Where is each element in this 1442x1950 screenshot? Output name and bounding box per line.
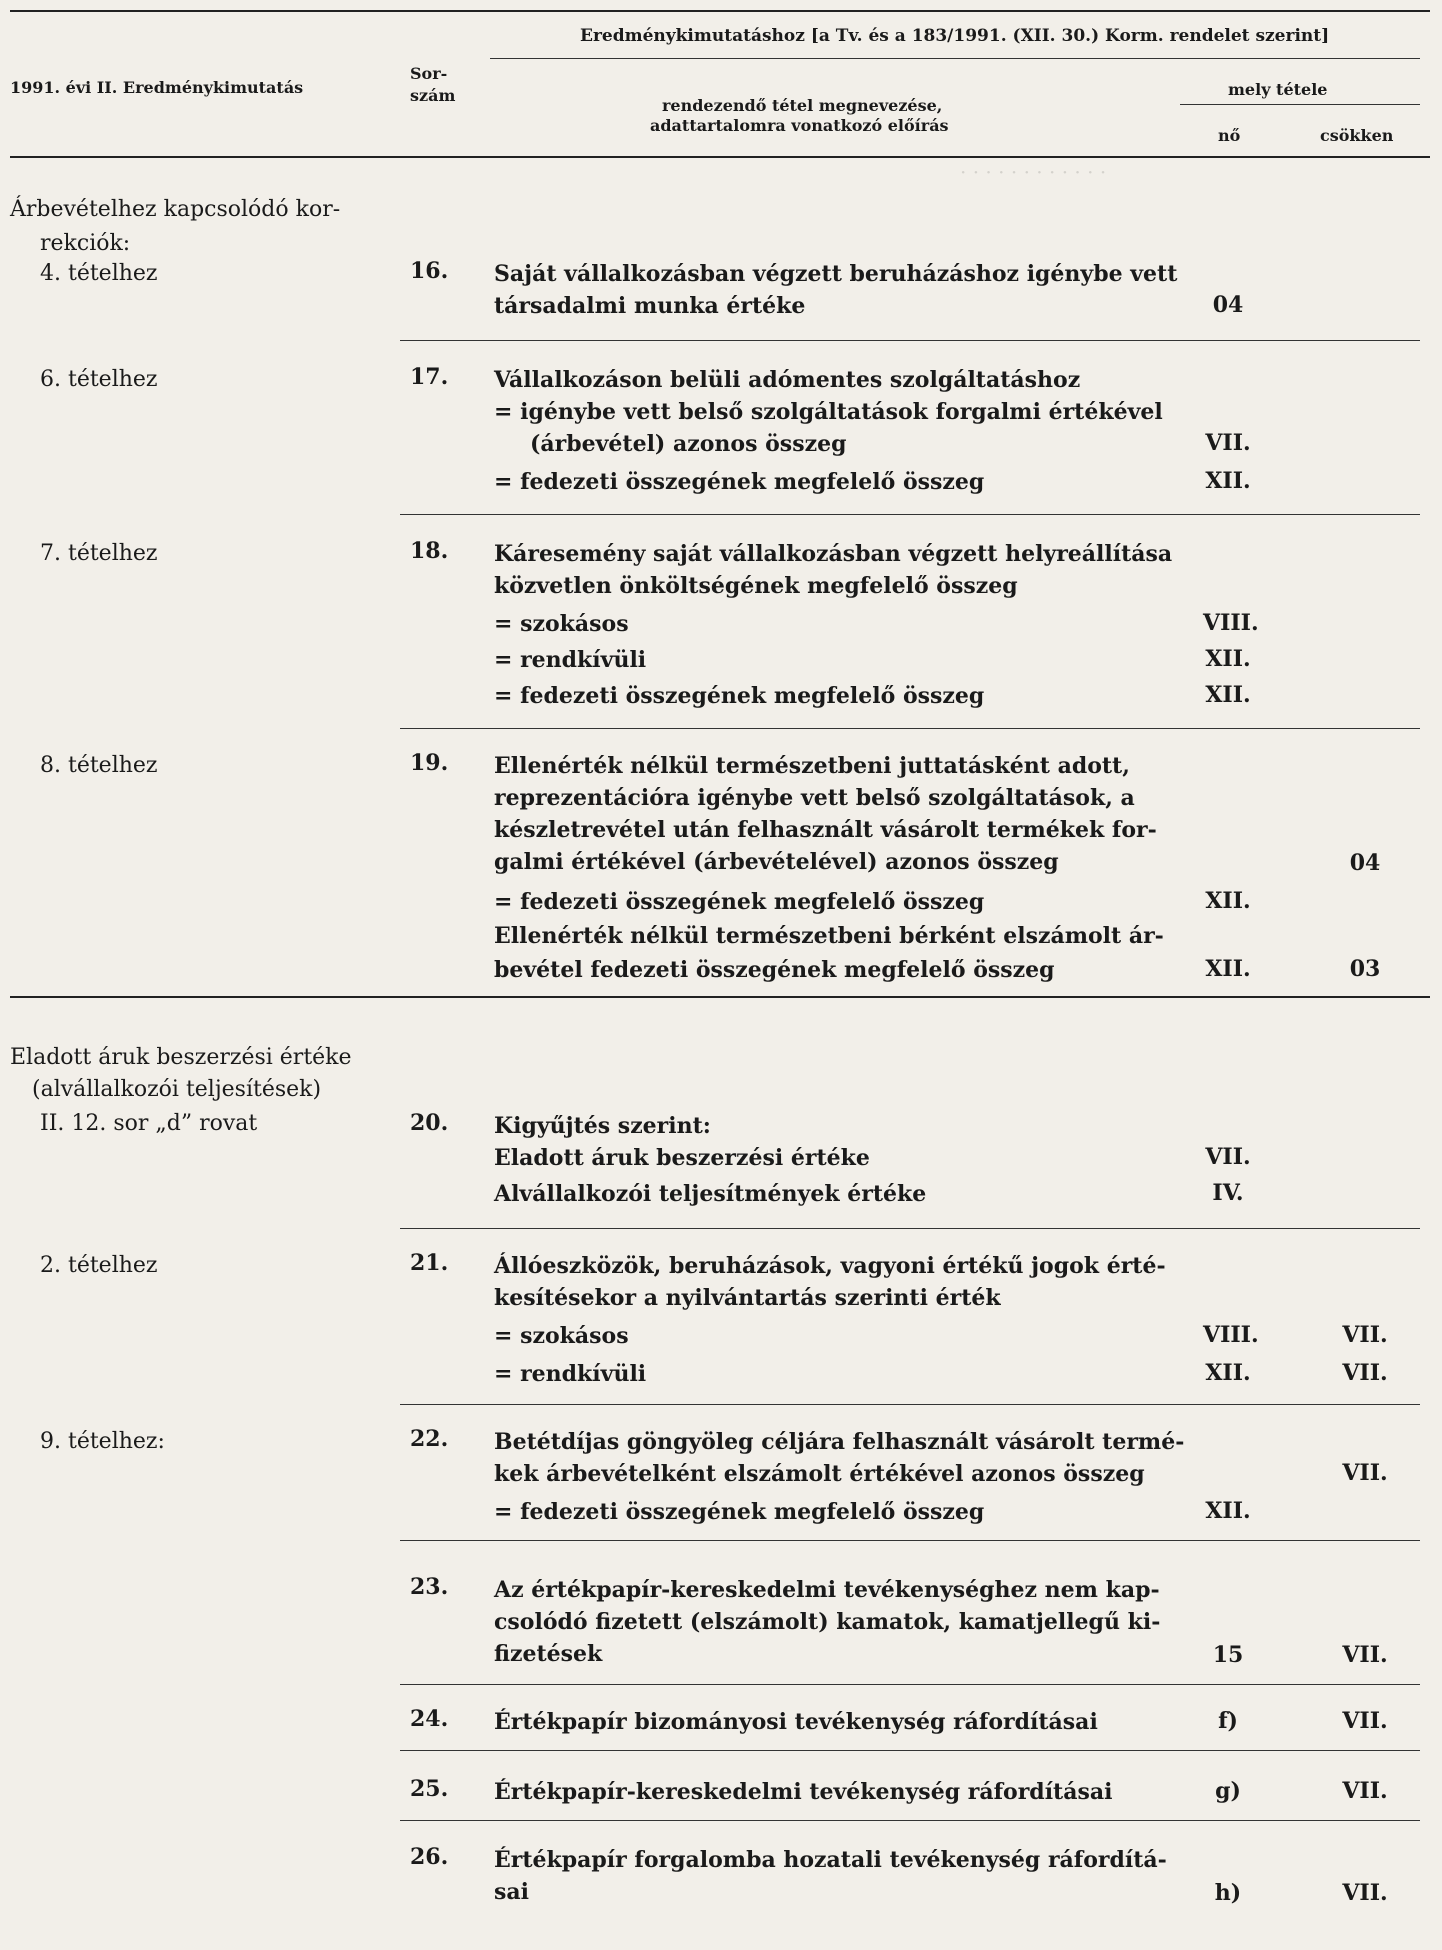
header-col4a: nő: [1218, 126, 1241, 145]
row19-cs-val-7: 03: [1349, 956, 1381, 982]
header-top-rule: [10, 10, 1430, 12]
header-col2-l2: szám: [410, 86, 456, 105]
row20-no-val-2: VII.: [1205, 1144, 1251, 1170]
section1-title-l1: Árbevételhez kapcsolódó kor-: [10, 197, 341, 222]
row22-no-val-3: XII.: [1205, 1498, 1251, 1524]
header-col3-l1: rendezendő tétel megnevezése,: [662, 96, 943, 115]
row18-line4: = rendkívüli: [494, 647, 647, 673]
bleed-through-text: · · · · · · · · · · · ·: [960, 160, 1107, 184]
row22-cs-val-2: VII.: [1342, 1460, 1388, 1486]
section2-title-l2: (alvállalkozói teljesítések): [32, 1077, 322, 1102]
row20-no-val-3: IV.: [1212, 1180, 1244, 1206]
row25-no-val: g): [1215, 1778, 1241, 1804]
row20-no: 20.: [410, 1110, 449, 1136]
row21-line1: Állóeszközök, beruházások, vagyoni értékű jogok érté-: [494, 1253, 1166, 1279]
row21-line2: kesítésekor a nyilvántartás szerinti érték: [494, 1285, 1001, 1311]
row22-line1: Betétdíjas göngyöleg céljára felhasznált vásárolt termé-: [494, 1429, 1185, 1455]
row25-no: 25.: [410, 1776, 449, 1802]
row21-line4: = rendkívüli: [494, 1361, 647, 1387]
row17-left: 6. tételhez: [40, 367, 158, 392]
row16-line1: Saját vállalkozásban végzett beruházáshoz igénybe vett: [494, 261, 1178, 287]
row19-left: 8. tételhez: [40, 753, 158, 778]
row21-no-val-3: VIII.: [1203, 1322, 1259, 1348]
row22-no: 22.: [410, 1426, 449, 1452]
row21-rule: [400, 1404, 1420, 1405]
row19-cs-val-4: 04: [1349, 850, 1381, 876]
row25-rule: [400, 1820, 1420, 1821]
row25-cs-val: VII.: [1342, 1778, 1388, 1804]
row18-left: 7. tételhez: [40, 541, 158, 566]
section1-end-rule: [10, 996, 1430, 998]
row17-line2: = igénybe vett belső szolgáltatások forgalmi értékével: [494, 399, 1163, 425]
row16-no: 16.: [410, 258, 449, 284]
row18-rule: [400, 728, 1420, 729]
row20-line3: Alvállalkozói teljesítmények értéke: [494, 1181, 927, 1207]
header-col4-rule: [1180, 104, 1420, 105]
row21-no: 21.: [410, 1250, 449, 1276]
row26-line1: Értékpapír forgalomba hozatali tevékenység ráfordítá-: [494, 1847, 1167, 1873]
header-rule: [490, 58, 1420, 59]
row20-line1: Kigyűjtés szerint:: [494, 1113, 711, 1139]
header-top-title: Eredménykimutatáshoz [a Tv. és a 183/1991. (XII. 30.) Korm. rendelet szerint]: [580, 26, 1330, 46]
header-col4b: csökken: [1320, 126, 1394, 145]
section2-title-l1: Eladott áruk beszerzési értéke: [10, 1045, 352, 1070]
row18-no-val-3: VIII.: [1203, 610, 1259, 636]
row26-line2: sai: [494, 1879, 529, 1905]
row19-no-val-5: XII.: [1205, 888, 1251, 914]
row17-line4: = fedezeti összegének megfelelő összeg: [494, 469, 985, 495]
row23-line3: fizetések: [494, 1641, 603, 1667]
row22-line2: kek árbevételként elszámolt értékével azonos összeg: [494, 1461, 1145, 1487]
row23-no-val-3: 15: [1212, 1642, 1244, 1668]
header-col1: 1991. évi II. Eredménykimutatás: [10, 78, 304, 97]
row19-no-val-7: XII.: [1205, 956, 1251, 982]
row24-line1: Értékpapír bizományosi tevékenység ráfordításai: [494, 1709, 1098, 1735]
row23-cs-val-3: VII.: [1342, 1642, 1388, 1668]
row18-line1: Káresemény saját vállalkozásban végzett helyreállítása: [494, 541, 1173, 567]
row18-line3: = szokásos: [494, 611, 629, 637]
row24-no: 24.: [410, 1706, 449, 1732]
row19-line4: galmi értékével (árbevételével) azonos összeg: [494, 849, 1059, 875]
row22-line3: = fedezeti összegének megfelelő összeg: [494, 1499, 985, 1525]
row16-no-val: 04: [1212, 292, 1244, 318]
row26-no-val-2: h): [1214, 1880, 1242, 1906]
row18-line2: közvetlen önköltségének megfelelő összeg: [494, 573, 1018, 599]
header-col4: mely tétele: [1228, 80, 1328, 99]
row23-line1: Az értékpapír-kereskedelmi tevékenységhez nem kap-: [494, 1577, 1160, 1603]
row19-line1: Ellenérték nélkül természetbeni juttatásként adott,: [494, 753, 1130, 779]
row21-cs-val-3: VII.: [1342, 1322, 1388, 1348]
row19-line6: Ellenérték nélkül természetbeni bérként elszámolt ár-: [494, 923, 1164, 949]
row23-line2: csolódó fizetett (elszámolt) kamatok, kamatjellegű ki-: [494, 1609, 1161, 1635]
row24-cs-val: VII.: [1342, 1708, 1388, 1734]
header-col3-l2: adattartalomra vonatkozó előírás: [650, 116, 949, 135]
row17-no-val-4: XII.: [1205, 468, 1251, 494]
row22-left: 9. tételhez:: [40, 1429, 165, 1454]
header-bottom-rule: [10, 156, 1430, 158]
row17-no: 17.: [410, 364, 449, 390]
row17-rule: [400, 514, 1420, 515]
row26-cs-val-2: VII.: [1342, 1880, 1388, 1906]
row25-line1: Értékpapír-kereskedelmi tevékenység ráfordításai: [494, 1779, 1113, 1805]
row23-no: 23.: [410, 1574, 449, 1600]
row22-rule: [400, 1540, 1420, 1541]
row16-rule: [400, 340, 1420, 341]
row19-line7: bevétel fedezeti összegének megfelelő összeg: [494, 957, 1055, 983]
row19-no: 19.: [410, 750, 449, 776]
row23-rule: [400, 1684, 1420, 1685]
header-col2-l1: Sor-: [410, 64, 448, 83]
row17-no-val-3: VII.: [1205, 430, 1251, 456]
row20-rule: [400, 1228, 1420, 1229]
row24-rule: [400, 1750, 1420, 1751]
row17-line1: Vállalkozáson belüli adómentes szolgáltatáshoz: [494, 367, 1081, 393]
row21-line3: = szokásos: [494, 1323, 629, 1349]
row20-line2: Eladott áruk beszerzési értéke: [494, 1145, 870, 1171]
row16-left: 4. tételhez: [40, 261, 158, 286]
row21-no-val-4: XII.: [1205, 1360, 1251, 1386]
row19-line3: készletrevétel után felhasznált vásárolt termékek for-: [494, 817, 1157, 843]
row21-cs-val-4: VII.: [1342, 1360, 1388, 1386]
row24-no-val: f): [1218, 1708, 1238, 1734]
row17-line3: (árbevétel) azonos összeg: [530, 431, 847, 457]
row18-no-val-5: XII.: [1205, 682, 1251, 708]
row26-no: 26.: [410, 1844, 449, 1870]
row18-no-val-4: XII.: [1205, 646, 1251, 672]
row20-left: II. 12. sor „d” rovat: [40, 1111, 258, 1136]
row16-line2: társadalmi munka értéke: [494, 293, 806, 319]
section1-title-l2: rekciók:: [40, 231, 131, 256]
row18-line5: = fedezeti összegének megfelelő összeg: [494, 683, 985, 709]
row21-left: 2. tételhez: [40, 1253, 158, 1278]
row18-no: 18.: [410, 538, 449, 564]
row19-line2: reprezentációra igénybe vett belső szolgáltatások, a: [494, 785, 1135, 811]
row19-line5: = fedezeti összegének megfelelő összeg: [494, 889, 985, 915]
